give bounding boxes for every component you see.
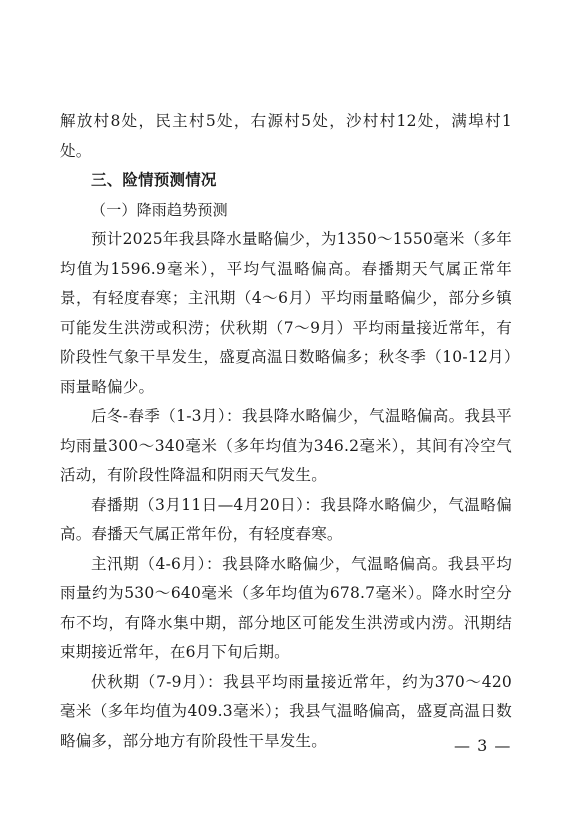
paragraph-main-flood-season: 主汛期（4-6月）：我县降水略偏少，气温略偏高。我县平均雨量约为530～640毫米（多年均值为678.7毫米）。降水时空分布不均，有降水集中期，部分地区可能发生洪涝或内涝。汛期结束期接近常年，在6月下旬后期。 bbox=[60, 554, 512, 661]
paragraph-summer-autumn: 伏秋期（7-9月）：我县平均雨量接近常年，约为370～420毫米（多年均值为409.3毫米）；我县气温略偏高，盛夏高温日数略偏多，部分地方有阶段性干旱发生。 bbox=[60, 672, 512, 750]
page-number: — 3 — bbox=[454, 736, 512, 755]
paragraph-spring-sowing: 春播期（3月11日—4月20日）：我县降水略偏少，气温略偏高。春播天气属正常年份，有轻度春寒。 bbox=[60, 495, 512, 543]
paragraph-winter-spring: 后冬-春季（1-3月）：我县降水略偏少，气温略偏高。我县平均雨量300～340毫米（多年均值为346.2毫米），其间有冷空气活动，有阶段性降温和阴雨天气发生。 bbox=[60, 407, 512, 484]
section-heading: 三、险情预测情况 bbox=[91, 171, 217, 189]
paragraph-annual-forecast: 预计2025年我县降水量略偏少，为1350～1550毫米（多年均值为1596.9毫米），平均气温略偏高。春播期天气属正常年景，有轻度春寒；主汛期（4～6月）平均雨量略偏少，部分乡镇可能发生洪涝或积涝；伏秋期（7～9月）平均雨量接近常年，有阶段性气象干旱发生，盛夏高温日数略偏多；秋冬季（10-12月）雨量略偏少。 bbox=[60, 230, 512, 396]
sub-heading: （一）降雨趋势预测 bbox=[91, 200, 228, 219]
document-body bbox=[60, 107, 512, 756]
paragraph-village-list: 解放村8处，民主村5处，右源村5处，沙村村12处，满埠村1处。 bbox=[60, 112, 512, 160]
